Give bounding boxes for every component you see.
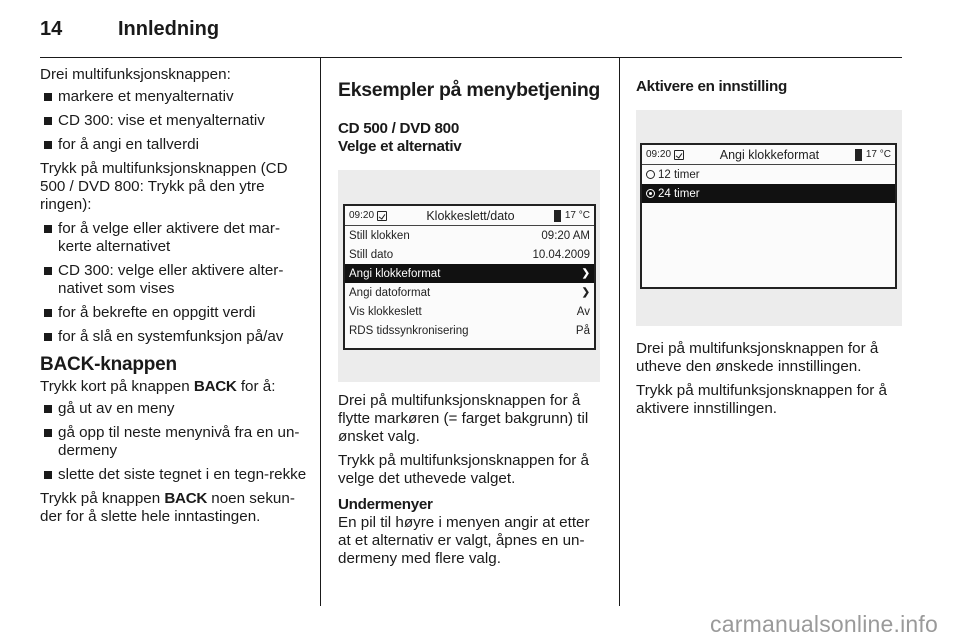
column-divider xyxy=(619,58,620,606)
watermark: carmanualsonline.info xyxy=(710,611,938,637)
menu-row[interactable]: RDS tidssynkronisering På xyxy=(349,324,590,337)
option-row-selected[interactable]: 24 timer xyxy=(642,184,895,203)
column-left xyxy=(40,66,308,532)
list-item: gå ut av en meny xyxy=(40,400,308,418)
list-item: markere et menyalternativ xyxy=(40,88,308,106)
submenu-arrow-icon: ❯ xyxy=(581,286,590,298)
press-bullet-list xyxy=(40,220,308,346)
list-item: CD 300: velge eller aktivere alter-nativet som vises xyxy=(40,262,308,298)
phone-icon xyxy=(855,149,862,161)
press-paragraph: Trykk på multifunksjonsknappen for å velge det uthevede valget. xyxy=(338,452,589,487)
bullet-square-icon xyxy=(44,471,52,479)
setting-screen xyxy=(640,143,897,289)
back-key-label: BACK xyxy=(193,378,237,395)
turn-paragraph: Drei på multifunksjonsknappen for å flytte markøren (= farget bakgrunn) til ønsket valg. xyxy=(338,392,589,445)
page-header xyxy=(40,18,219,46)
undermenu-heading: Undermenyer xyxy=(338,496,433,513)
bullet-square-icon xyxy=(44,333,52,341)
column-middle xyxy=(338,66,606,574)
list-item: CD 300: vise et menyalternativ xyxy=(40,112,308,130)
phone-icon xyxy=(554,210,561,222)
bullet-square-icon xyxy=(44,141,52,149)
screen-temperature: 17 °C xyxy=(564,209,590,221)
highlight-paragraph: Drei på multifunksjonsknappen for å utheve den ønskede innstillingen. xyxy=(636,340,879,375)
header-rule xyxy=(40,57,902,58)
bullet-square-icon xyxy=(44,267,52,275)
undermenu-paragraph: En pil til høyre i menyen angir at etter at et alternativ er valgt, åpnes en un-dermeny med flere valg. xyxy=(338,514,590,567)
menu-row[interactable]: Still dato 10.04.2009 xyxy=(349,248,590,261)
screen-status-bar xyxy=(642,145,895,165)
turn-intro: Drei multifunksjonsknappen: xyxy=(40,66,231,83)
page-number: 14 xyxy=(40,18,63,40)
back-bullet-list xyxy=(40,400,308,484)
clock-sync-icon xyxy=(377,211,387,221)
screen-temperature: 17 °C xyxy=(865,148,891,160)
menu-row[interactable]: Still klokken 09:20 AM xyxy=(349,229,590,242)
activate-paragraph: Trykk på multifunksjonsknappen for å aktivere innstillingen. xyxy=(636,382,887,417)
turn-bullet-list xyxy=(40,88,308,154)
screen-status-bar xyxy=(345,206,594,226)
bullet-square-icon xyxy=(44,405,52,413)
clock-sync-icon xyxy=(674,150,684,160)
bullet-square-icon xyxy=(44,117,52,125)
menu-screen-figure xyxy=(338,170,600,382)
screen-time: 09:20 xyxy=(646,148,672,160)
activate-setting-heading: Aktivere en innstilling xyxy=(636,78,787,95)
screen-time: 09:20 xyxy=(349,209,375,221)
list-item: for å slå en systemfunksjon på/av xyxy=(40,328,308,346)
bullet-square-icon xyxy=(44,429,52,437)
list-item: gå opp til neste menynivå fra en un-dermeny xyxy=(40,424,308,460)
menu-row[interactable]: Angi datoformat ❯ xyxy=(345,283,594,302)
bullet-square-icon xyxy=(44,309,52,317)
screen-title: Klokkeslett/dato xyxy=(426,208,515,223)
bullet-square-icon xyxy=(44,225,52,233)
bullet-square-icon xyxy=(44,93,52,101)
column-right xyxy=(636,66,902,424)
back-long-press-text: Trykk på knappen BACK noen sekun-der for å slette hele inntastingen. xyxy=(40,490,295,525)
list-item: for å bekrefte en oppgitt verdi xyxy=(40,304,308,322)
list-item: for å angi en tallverdi xyxy=(40,136,308,154)
back-key-label: BACK xyxy=(164,490,208,507)
list-item: slette det siste tegnet i en tegn-rekke xyxy=(40,466,308,484)
option-row[interactable]: 12 timer xyxy=(642,165,895,184)
back-intro: Trykk kort på knappen BACK for å: xyxy=(40,378,276,395)
device-subheading: CD 500 / DVD 800 xyxy=(338,120,459,137)
screen-title: Angi klokkeformat xyxy=(719,147,820,162)
press-text: Trykk på multifunksjonsknappen (CD 500 / DVD 800: Trykk på den ytre ringen): xyxy=(40,160,288,213)
menu-row[interactable]: Vis klokkeslett Av xyxy=(349,305,590,318)
menu-row-selected[interactable]: Angi klokkeformat ❯ xyxy=(345,264,594,283)
radio-off-icon xyxy=(646,170,655,179)
examples-heading: Eksempler på menybetjening xyxy=(338,79,601,101)
chapter-title: Innledning xyxy=(118,18,220,40)
column-divider xyxy=(320,58,321,606)
menu-screen xyxy=(343,204,596,350)
list-item: for å velge eller aktivere det mar-kerte alternativet xyxy=(40,220,308,256)
select-option-subheading: Velge et alternativ xyxy=(338,138,462,155)
back-button-heading: BACK-knappen xyxy=(40,354,177,375)
setting-screen-figure xyxy=(636,110,902,326)
submenu-arrow-icon: ❯ xyxy=(581,267,590,279)
radio-on-icon xyxy=(646,189,655,198)
